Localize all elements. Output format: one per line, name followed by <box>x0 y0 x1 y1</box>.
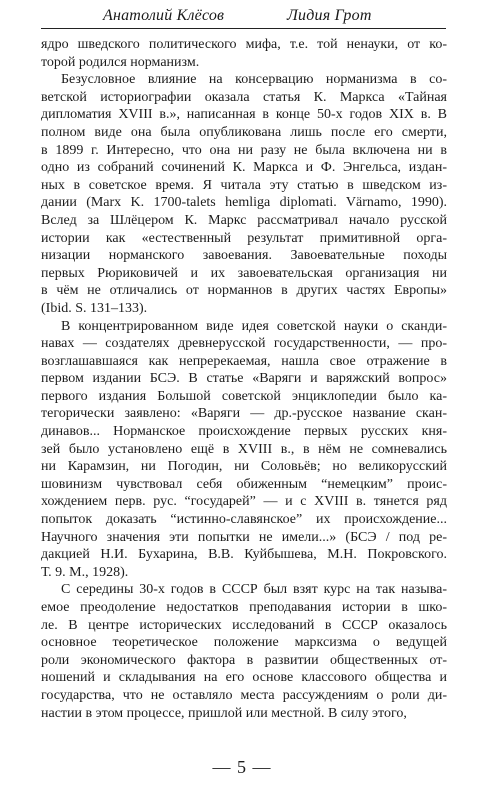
page-number: — 5 — <box>212 757 272 777</box>
text-line: ле. В центре исторических исследований в СССР оказалось <box>41 617 447 633</box>
text-line: в 1899 г. Интересно, что она ни разу не была включена ни в <box>41 142 447 158</box>
text-line: навах — создателях древнерусской государственности, — про- <box>41 336 447 352</box>
text-line: дакцией Н.И. Бухарина, В.В. Куйбышева, М.Н. Покровского. <box>41 547 447 563</box>
text-line: первых Рюриковичей и их завоевательская организация ни <box>41 265 447 281</box>
text-line: Т. 9. М., 1928). <box>41 564 129 580</box>
text-line: дании (Marx K. 1700-talets hemliga diplomati. Värnamo, 1990). <box>41 195 447 211</box>
text-line: основное теоретическое положение марксизма о ведущей <box>41 635 447 651</box>
text-line: ядро шведского политического мифа, т.е. той ненауки, от ко- <box>41 37 447 52</box>
header-author-2: Лидия Грот <box>287 7 372 24</box>
paragraph <box>41 71 447 317</box>
text-line: полном виде она была опубликована лишь после его смерти, <box>41 124 447 140</box>
text-line: торой родился норманизм. <box>41 54 200 70</box>
text-line: ношений и складывания на его основе классового общества и <box>41 670 447 686</box>
text-line: ни Карамзин, ни Погодин, ни Соловьёв; но великорусский <box>41 459 447 475</box>
text-line: одно из собраний сочинений К. Маркса и Ф. Энгельса, издан- <box>41 160 447 176</box>
paragraph <box>41 581 447 722</box>
text-line: возглашавшаяся как непререкаемая, нашла свое отражение в <box>41 353 447 369</box>
text-line: ветской историографии оказала статья К. Маркса «Тайная <box>41 89 447 105</box>
paragraph <box>41 36 447 71</box>
text-line: низации норманского завоевания. Завоевательные походы <box>41 248 447 264</box>
text-line: С середины 30-х годов в СССР был взят курс на так называ- <box>61 582 447 598</box>
text-line: (Ibid. S. 131–133). <box>41 300 148 316</box>
text-line: настии в этом процессе, пришлой или местной. В силу этого, <box>41 705 407 721</box>
text-line: тегорически заявлено: «Варяги — др.-русское название скан- <box>41 406 447 422</box>
text-line: ных в советское время. Я читала эту статью в шведском из- <box>41 177 447 193</box>
header-author-1: Анатолий Клёсов <box>103 7 225 24</box>
text-line: динавов... Норманское происхождение первых русских кня- <box>41 424 447 440</box>
text-line: В концентрированном виде идея советской науки о сканди- <box>61 318 447 334</box>
text-line: Безусловное влияние на консервацию норманизма в со- <box>61 72 447 88</box>
body-text <box>41 36 447 722</box>
text-line: зей было установлено ещё в XVIII в., в нём не сомневались <box>41 441 447 457</box>
text-line: государства, что не оставляло места рассуждениям о роли ди- <box>41 687 447 703</box>
text-line: попыток доказать “истинно-славянское” их происхождение... <box>41 512 447 528</box>
paragraph <box>41 318 447 582</box>
text-line: первом издании БСЭ. В статье «Варяги и варяжский вопрос» <box>41 371 447 387</box>
text-line: шовинизм чувствовал себя обиженным “немецким” проис- <box>41 476 447 492</box>
text-line: Научного значения эти попытки не имели...» (БСЭ / под ре- <box>41 529 447 545</box>
text-line: Вслед за Шлёцером К. Маркс рассматривал начало русской <box>41 212 447 228</box>
text-line: в чём не отличались от норманнов в других частях Европы» <box>41 283 447 299</box>
text-line: хождением перв. рус. “государей” — и с XVIII в. тянется ряд <box>41 494 447 510</box>
running-header <box>41 4 446 29</box>
text-line: емое преодоление недостатков преподавания истории в шко- <box>41 600 447 615</box>
text-line: дипломатия XVIII в.», написанная в конце 50-х годов XIX в. В <box>41 107 447 123</box>
text-line: истории как «естественный результат примитивной орга- <box>41 230 447 246</box>
text-line: первого издания Большой советской энциклопедии было ка- <box>41 388 447 404</box>
text-line: роли экономического фактора в развитии общественных от- <box>41 652 447 668</box>
